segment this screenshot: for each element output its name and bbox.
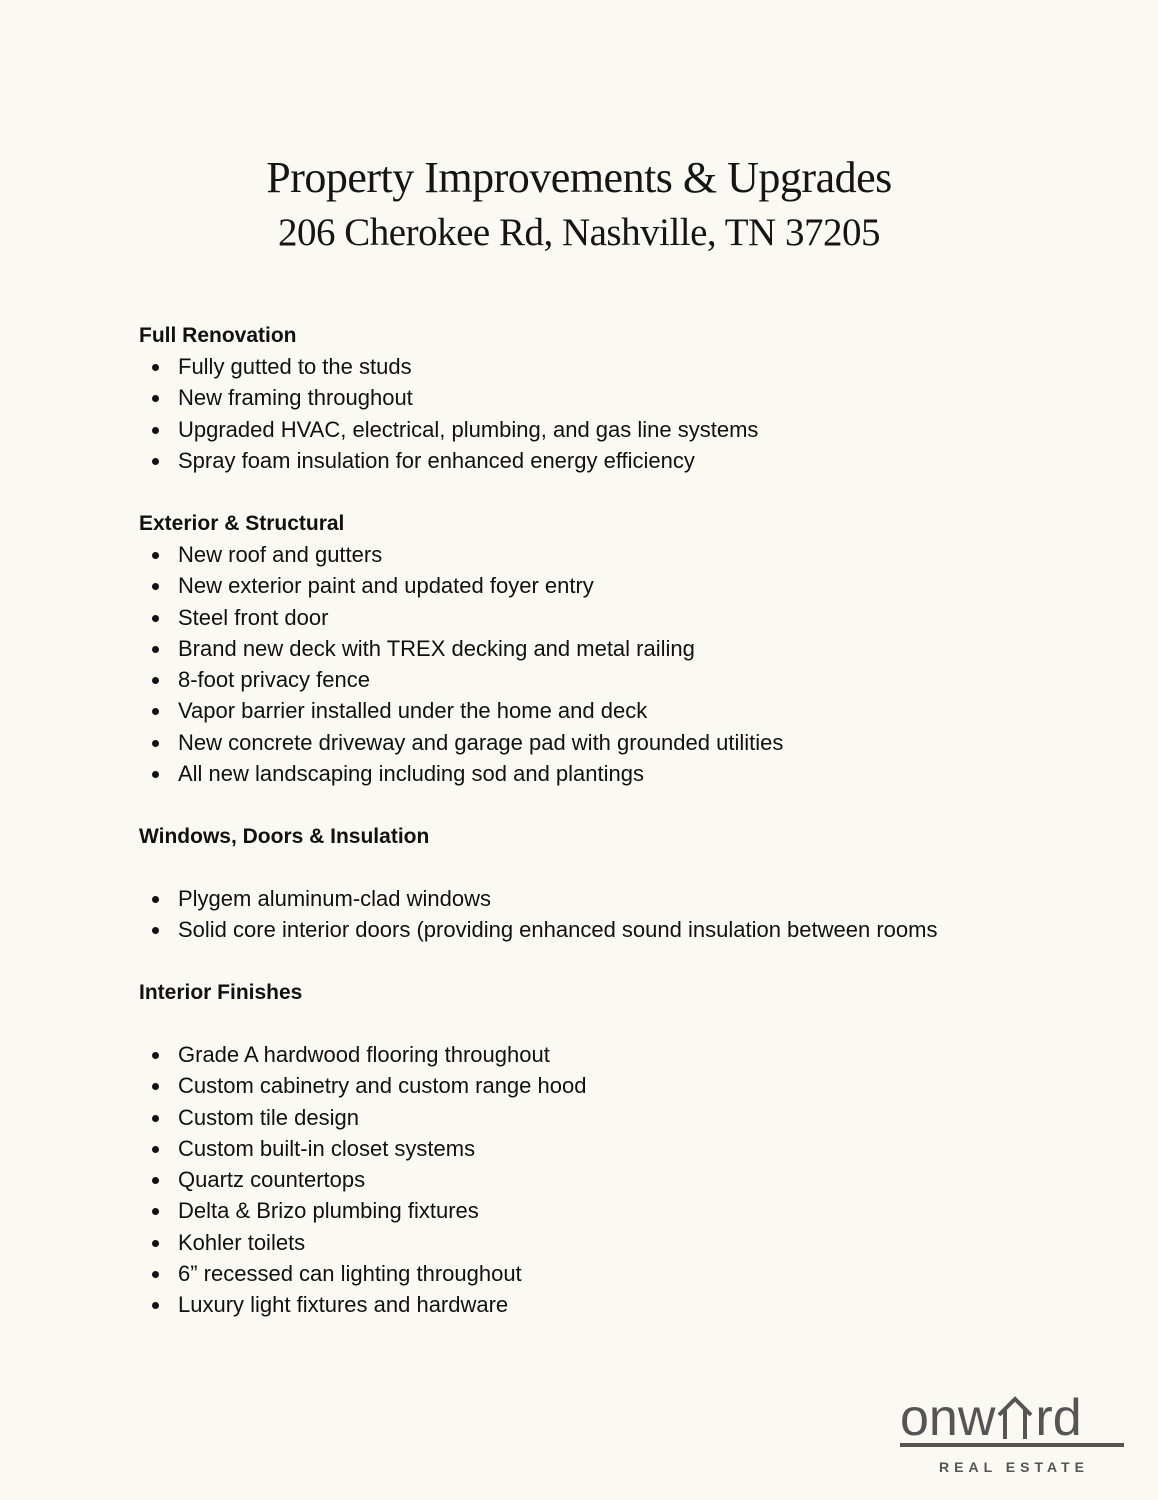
bullet-icon (152, 677, 159, 684)
bullet-icon (152, 458, 159, 465)
section-heading: Full Renovation (139, 324, 297, 347)
bullet-icon (152, 364, 159, 371)
list-item: Steel front door (139, 602, 783, 633)
bullet-icon (152, 552, 159, 559)
bullet-icon (152, 771, 159, 778)
bullet-icon (152, 646, 159, 653)
list-item: 8-foot privacy fence (139, 664, 783, 695)
bullet-icon (152, 427, 159, 434)
list-item: Custom tile design (139, 1102, 586, 1133)
bullet-icon (152, 1302, 159, 1309)
item-list (139, 351, 758, 476)
list-item: Luxury light fixtures and hardware (139, 1289, 586, 1320)
logo-wordmark: onw rd (900, 1389, 1082, 1447)
list-item: Grade A hardwood flooring throughout (139, 1039, 586, 1070)
list-item: Brand new deck with TREX decking and metal railing (139, 633, 783, 664)
item-list (139, 1039, 586, 1321)
list-item: Upgraded HVAC, electrical, plumbing, and gas line systems (139, 414, 758, 445)
list-item: New concrete driveway and garage pad with grounded utilities (139, 727, 783, 758)
list-item: New framing throughout (139, 382, 758, 413)
section-interior-finishes (139, 977, 586, 1321)
bullet-icon (152, 1240, 159, 1247)
list-item: Vapor barrier installed under the home and deck (139, 695, 783, 726)
bullet-icon (152, 583, 159, 590)
list-item: Kohler toilets (139, 1227, 586, 1258)
list-item: Plygem aluminum-clad windows (139, 883, 937, 914)
list-item: Fully gutted to the studs (139, 351, 758, 382)
list-item: New roof and gutters (139, 539, 783, 570)
list-item: Quartz countertops (139, 1164, 586, 1195)
list-item: Spray foam insulation for enhanced energy efficiency (139, 445, 758, 476)
list-item: Delta & Brizo plumbing fixtures (139, 1195, 586, 1226)
list-item: New exterior paint and updated foyer entry (139, 570, 783, 601)
list-item: Solid core interior doors (providing enhanced sound insulation between rooms (139, 914, 937, 945)
bullet-icon (152, 395, 159, 402)
bullet-icon (152, 1146, 159, 1153)
bullet-icon (152, 927, 159, 934)
bullet-icon (152, 740, 159, 747)
document-header (0, 150, 1158, 260)
section-exterior-structural (139, 508, 783, 789)
bullet-icon (152, 615, 159, 622)
bullet-icon (152, 1052, 159, 1059)
page-title: Property Improvements & Upgrades (266, 153, 892, 202)
bullet-icon (152, 708, 159, 715)
property-address: 206 Cherokee Rd, Nashville, TN 37205 (278, 211, 880, 254)
house-roof-icon (995, 1399, 1035, 1439)
list-item: All new landscaping including sod and plantings (139, 758, 783, 789)
section-heading: Windows, Doors & Insulation (139, 825, 430, 848)
bullet-icon (152, 1208, 159, 1215)
list-item: Custom cabinetry and custom range hood (139, 1070, 586, 1101)
section-windows-doors (139, 821, 937, 946)
item-list (139, 539, 783, 789)
section-heading: Interior Finishes (139, 981, 303, 1004)
bullet-icon (152, 1177, 159, 1184)
logo-tagline: REAL ESTATE (939, 1459, 1089, 1475)
onward-real-estate-logo (900, 1389, 1128, 1475)
section-heading: Exterior & Structural (139, 512, 345, 535)
section-full-renovation (139, 320, 758, 476)
bullet-icon (152, 1083, 159, 1090)
bullet-icon (152, 1115, 159, 1122)
item-list (139, 883, 937, 946)
list-item: 6” recessed can lighting throughout (139, 1258, 586, 1289)
bullet-icon (152, 1271, 159, 1278)
list-item: Custom built-in closet systems (139, 1133, 586, 1164)
bullet-icon (152, 896, 159, 903)
